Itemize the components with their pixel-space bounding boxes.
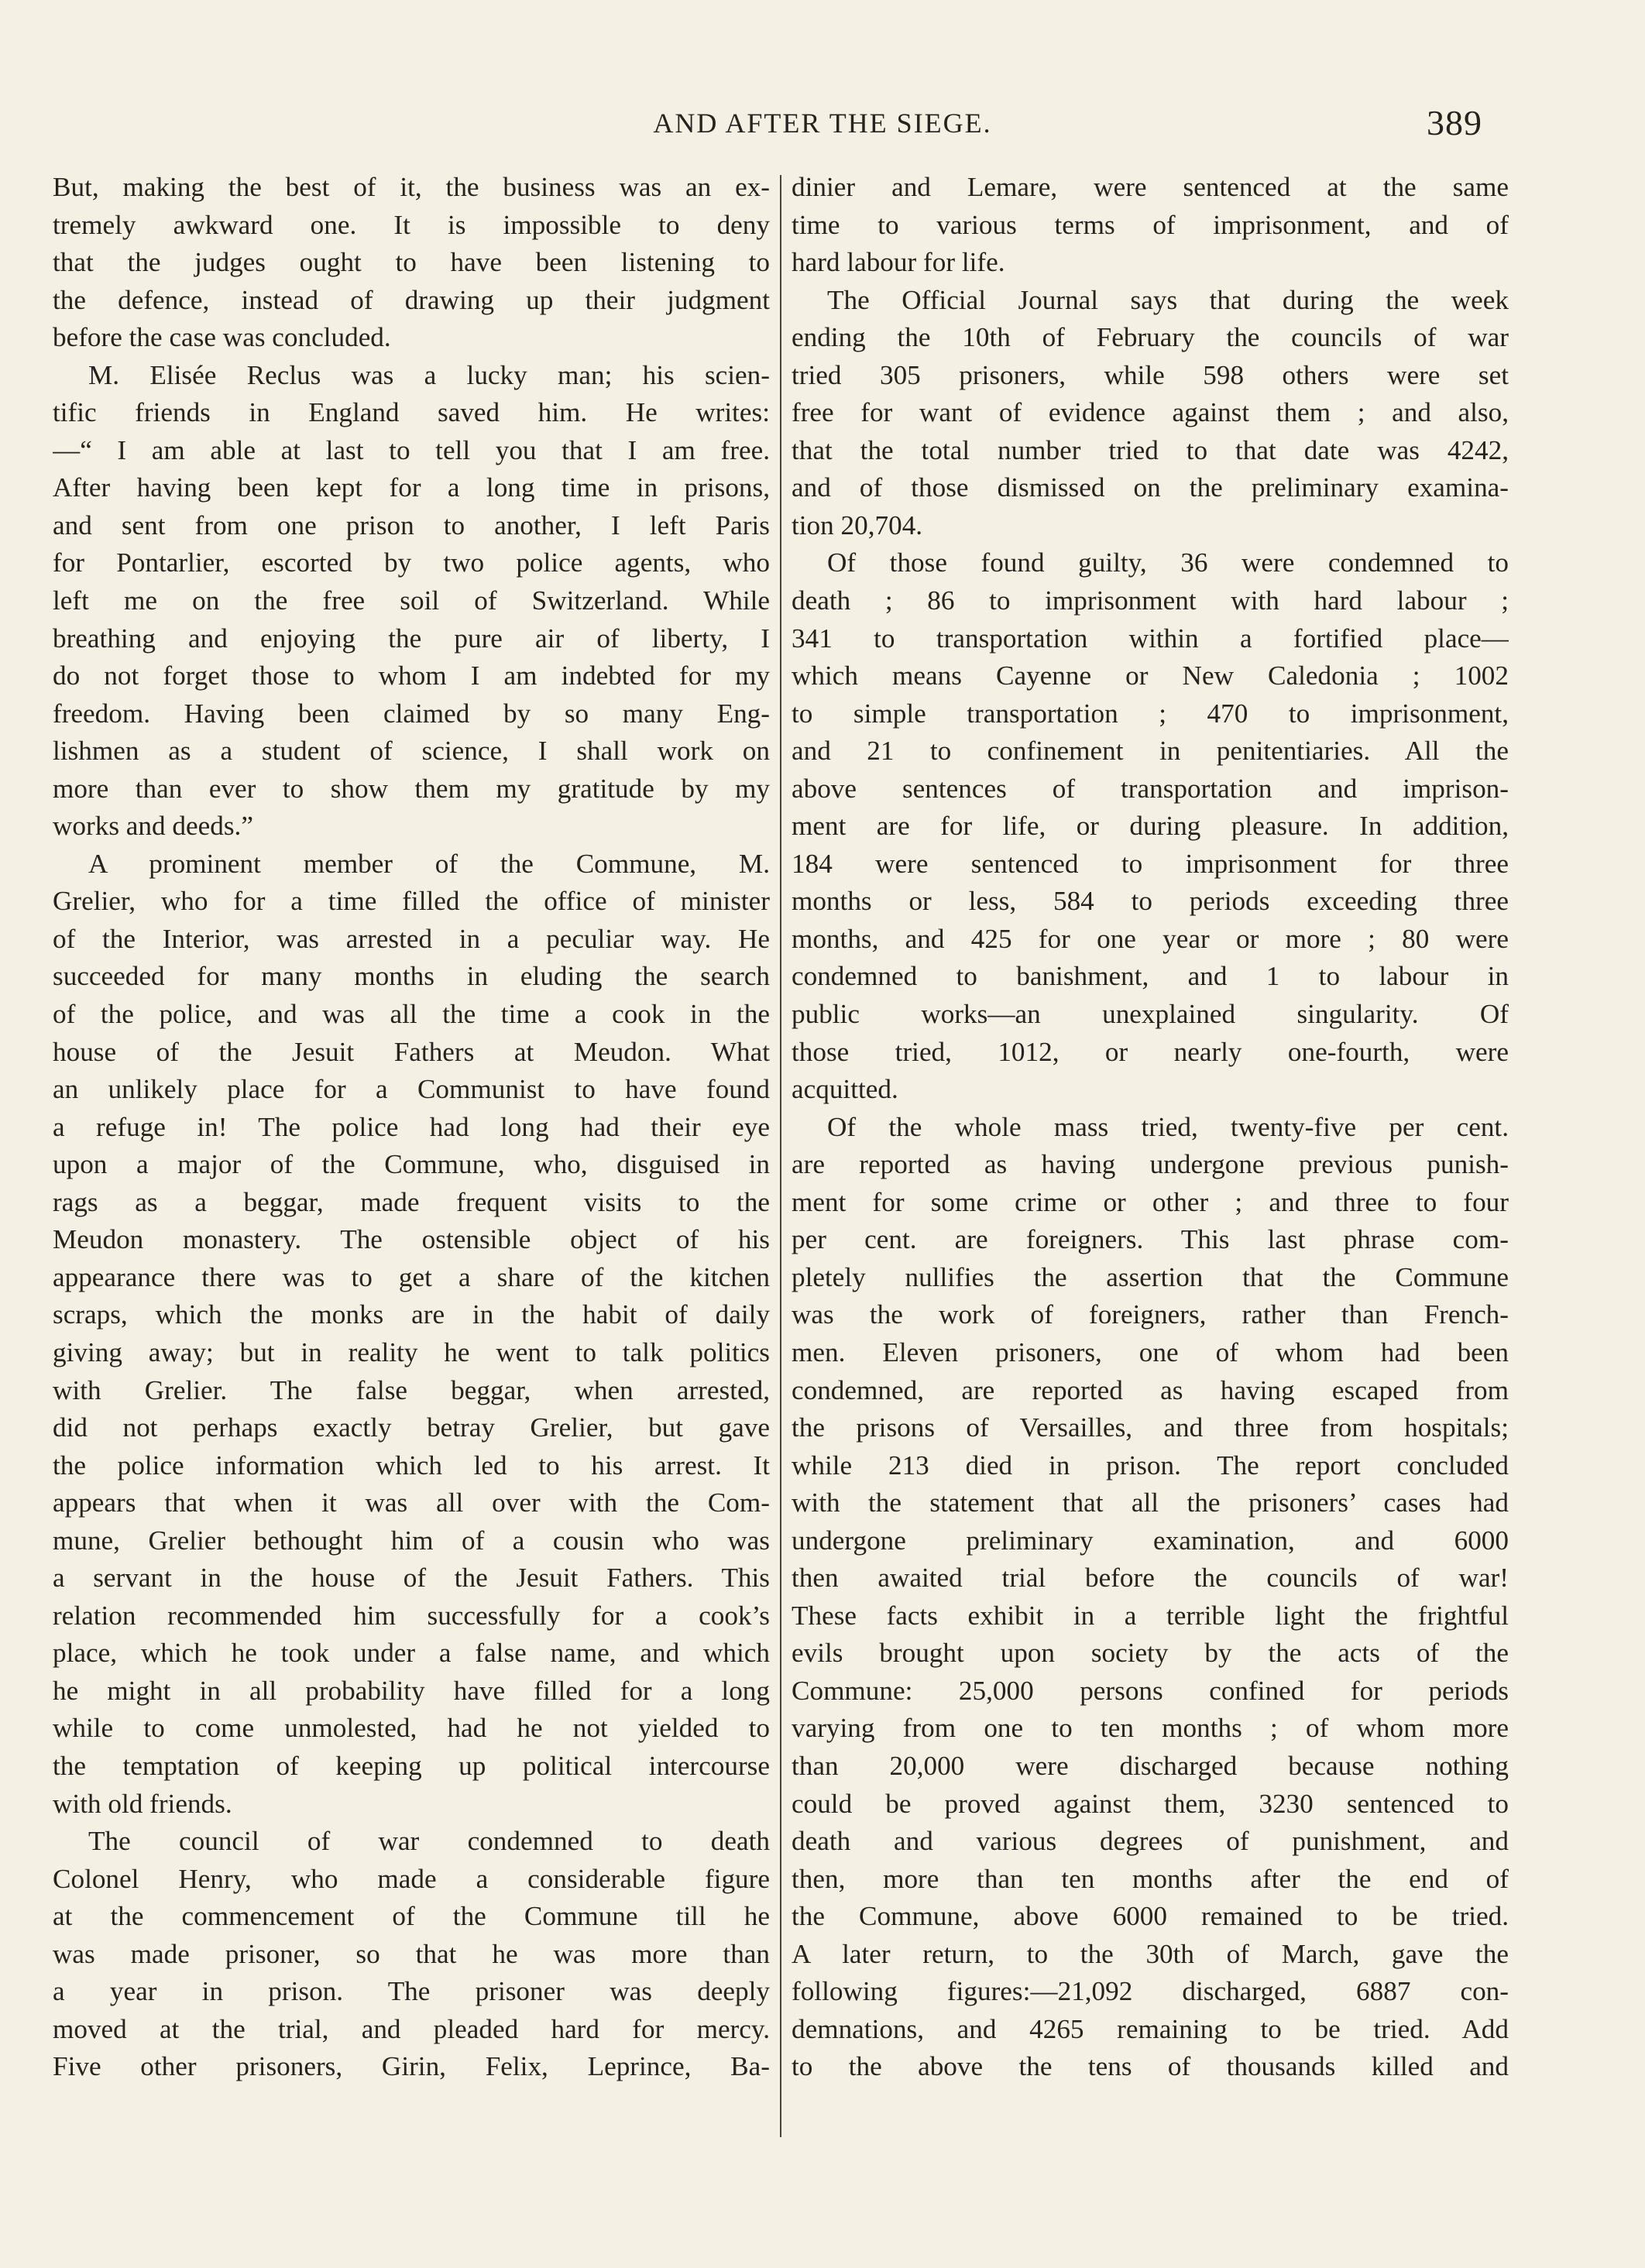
text-line: before the case was concluded. [53,322,391,353]
text-line: to the above the tens of thousands killed and [792,2051,1509,2082]
text-line: months, and 425 for one year or more ; 80 were [792,923,1509,954]
text-line: upon a major of the Commune, who, disguised in [53,1149,770,1180]
text-line: 184 were sentenced to imprisonment for three [792,848,1509,879]
text-line: the Commune, above 6000 remained to be tried. [792,1901,1509,1932]
text-line: tried 305 prisoners, while 598 others were set [792,359,1509,390]
text-line: ment for some crime or other ; and three to four [792,1186,1509,1217]
text-line: The council of war condemned to death [88,1826,770,1857]
text-line: Five other prisoners, Girin, Felix, Leprince, Ba- [53,2051,770,2082]
text-line: Grelier, who for a time filled the office of minister [53,886,770,917]
text-line: was made prisoner, so that he was more than [53,1938,770,1969]
text-line: while 213 died in prison. The report concluded [792,1450,1509,1481]
text-line: pletely nullifies the assertion that the Commune [792,1261,1509,1292]
text-line: death and various degrees of punishment, and [792,1826,1509,1857]
text-line: ending the 10th of February the councils of war [792,322,1509,353]
text-line: the defence, instead of drawing up their judgment [53,284,770,315]
text-line: the prisons of Versailles, and three from hospitals; [792,1412,1509,1443]
text-line: while to come unmolested, had he not yielded to [53,1713,770,1744]
text-line: do not forget those to whom I am indebted for my [53,660,770,691]
text-line: A prominent member of the Commune, M. [88,848,770,879]
text-line: an unlikely place for a Communist to have found [53,1074,770,1105]
text-line: free for want of evidence against them ; and also, [792,397,1509,428]
text-line: Of those found guilty, 36 were condemned to [827,547,1509,578]
text-line: to simple transportation ; 470 to imprisonment, [792,698,1509,729]
text-line: the temptation of keeping up political intercourse [53,1750,770,1781]
text-line: dinier and Lemare, were sentenced at the same [792,172,1509,202]
left-column [53,169,770,2086]
column-divider [780,175,781,2137]
running-head [0,103,1645,146]
text-line: time to various terms of imprisonment, and of [792,209,1509,240]
text-line: could be proved against them, 3230 sentenced to [792,1788,1509,1819]
text-line: acquitted. [792,1074,898,1105]
text-line: succeeded for many months in eluding the search [53,961,770,992]
running-title: AND AFTER THE SIEGE. [653,108,992,139]
text-line: death ; 86 to imprisonment with hard labour ; [792,585,1509,616]
text-line: was the work of foreigners, rather than French- [792,1299,1509,1330]
text-line: those tried, 1012, or nearly one-fourth, were [792,1036,1509,1067]
text-line: the police information which led to his arrest. It [53,1450,770,1481]
text-line: then awaited trial before the councils of war! [792,1563,1509,1594]
text-line: breathing and enjoying the pure air of liberty, I [53,623,770,654]
text-line: per cent. are foreigners. This last phrase com- [792,1224,1509,1255]
text-line: moved at the trial, and pleaded hard for mercy. [53,2013,770,2044]
text-line: a year in prison. The prisoner was deeply [53,1976,770,2007]
text-line: But, making the best of it, the business was an ex- [53,172,770,202]
text-line: public works—an unexplained singularity. Of [792,999,1509,1030]
text-line: ment are for life, or during pleasure. In addition, [792,811,1509,842]
text-line: with Grelier. The false beggar, when arrested, [53,1374,770,1405]
text-line: 341 to transportation within a fortified place— [792,623,1509,654]
text-line: a refuge in! The police had long had their eye [53,1111,770,1142]
text-line: relation recommended him successfully for a cook’s [53,1600,770,1631]
text-line: hard labour for life. [792,247,1005,278]
text-line: evils brought upon society by the acts of the [792,1638,1509,1669]
text-line: house of the Jesuit Fathers at Meudon. What [53,1036,770,1067]
text-line: following figures:—21,092 discharged, 6887 con- [792,1976,1509,2007]
text-line: tremely awkward one. It is impossible to deny [53,209,770,240]
text-line: Meudon monastery. The ostensible object of his [53,1224,770,1255]
text-line: condemned to banishment, and 1 to labour in [792,961,1509,992]
text-line: place, which he took under a false name, and which [53,1638,770,1669]
text-line: which means Cayenne or New Caledonia ; 1002 [792,660,1509,691]
text-line: M. Elisée Reclus was a lucky man; his scien- [88,359,770,390]
text-line: men. Eleven prisoners, one of whom had been [792,1336,1509,1367]
text-line: are reported as having undergone previous punish- [792,1149,1509,1180]
text-line: Of the whole mass tried, twenty-five per cent. [827,1111,1509,1142]
text-line: that the total number tried to that date was 4242, [792,434,1509,465]
text-line: months or less, 584 to periods exceeding three [792,886,1509,917]
right-column [792,169,1509,2086]
text-line: Colonel Henry, who made a considerable figure [53,1863,770,1894]
text-line: a servant in the house of the Jesuit Fathers. This [53,1563,770,1594]
text-line: condemned, are reported as having escaped from [792,1374,1509,1405]
text-line: and sent from one prison to another, I left Paris [53,510,770,540]
text-line: and of those dismissed on the preliminary examina- [792,472,1509,503]
text-line: tion 20,704. [792,510,923,540]
text-line: at the commencement of the Commune till he [53,1901,770,1932]
text-line: for Pontarlier, escorted by two police agents, who [53,547,770,578]
text-line: that the judges ought to have been listening to [53,247,770,278]
text-line: and 21 to confinement in penitentiaries. All the [792,736,1509,767]
text-line: The Official Journal says that during the week [827,284,1509,315]
text-line: did not perhaps exactly betray Grelier, but gave [53,1412,770,1443]
text-line: appears that when it was all over with the Com- [53,1487,770,1518]
text-line: undergone preliminary examination, and 6000 [792,1525,1509,1556]
text-line: rags as a beggar, made frequent visits to the [53,1186,770,1217]
text-line: then, more than ten months after the end of [792,1863,1509,1894]
text-line: of the Interior, was arrested in a peculiar way. He [53,923,770,954]
text-line: A later return, to the 30th of March, gave the [792,1938,1509,1969]
text-line: Commune: 25,000 persons confined for periods [792,1675,1509,1706]
text-line: with the statement that all the prisoners’ cases had [792,1487,1509,1518]
text-line: demnations, and 4265 remaining to be tried. Add [792,2013,1509,2044]
text-line: appearance there was to get a share of the kitchen [53,1261,770,1292]
text-line: tific friends in England saved him. He writes: [53,397,770,428]
text-line: works and deeds.” [53,811,253,842]
page-number: 389 [1427,103,1482,142]
text-line: than 20,000 were discharged because nothing [792,1750,1509,1781]
text-line: he might in all probability have filled for a long [53,1675,770,1706]
text-line: giving away; but in reality he went to talk politics [53,1336,770,1367]
text-line: freedom. Having been claimed by so many Eng- [53,698,770,729]
text-line: After having been kept for a long time in prisons, [53,472,770,503]
text-line: above sentences of transportation and imprison- [792,773,1509,804]
text-line: —“ I am able at last to tell you that I am free. [53,434,770,465]
text-line: more than ever to show them my gratitude by my [53,773,770,804]
text-line: left me on the free soil of Switzerland. While [53,585,770,616]
text-line: scraps, which the monks are in the habit of daily [53,1299,770,1330]
text-line: lishmen as a student of science, I shall work on [53,736,770,767]
text-line: These facts exhibit in a terrible light the frightful [792,1600,1509,1631]
text-line: varying from one to ten months ; of whom more [792,1713,1509,1744]
text-line: mune, Grelier bethought him of a cousin who was [53,1525,770,1556]
text-line: of the police, and was all the time a cook in the [53,999,770,1030]
text-line: with old friends. [53,1788,232,1819]
